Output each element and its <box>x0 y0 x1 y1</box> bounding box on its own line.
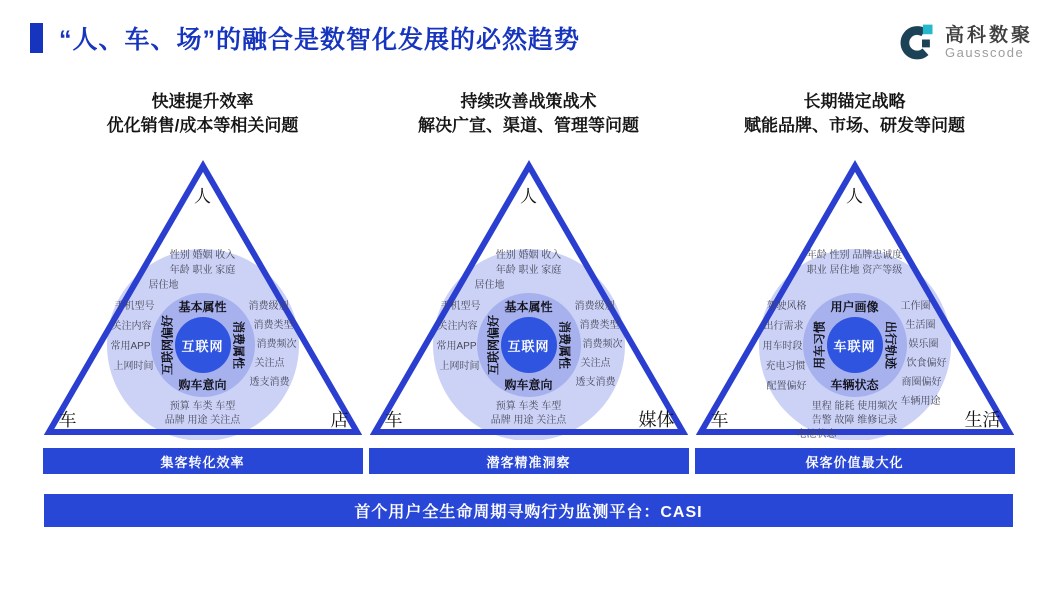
label-item: 关注点 <box>580 358 611 369</box>
label-item: 告警 故障 维修记录 <box>811 415 898 426</box>
value-bar: 保客价值最大化 <box>695 448 1015 474</box>
page-title: “人、车、场”的融合是数智化发展的必然趋势 <box>59 26 581 54</box>
ring-label-left: 用车习惯 <box>812 320 826 370</box>
triangle-diagram <box>695 160 1015 440</box>
gausscode-logo-icon <box>894 22 936 64</box>
corner-label-left: 车 <box>384 410 403 430</box>
label-item: 年龄 职业 家庭 <box>169 265 236 276</box>
column-header-line1: 持续改善战策战术 <box>460 92 597 111</box>
outer-labels-top <box>43 248 363 293</box>
columns-row <box>0 90 1057 474</box>
label-item: 预算 车类 车型 <box>169 401 236 412</box>
center-circle: 车联网 <box>827 317 883 373</box>
label-item: 手机型号 <box>440 301 481 312</box>
ring-label-bottom: 购车意向 <box>178 378 227 392</box>
center-circle: 互联网 <box>175 317 231 373</box>
label-item: 商圈偏好 <box>901 377 942 388</box>
label-item: 关注内容 <box>111 321 152 332</box>
corner-label-left: 车 <box>710 410 729 430</box>
top-bar <box>0 0 1057 64</box>
label-item: 充电习惯 <box>765 361 806 372</box>
label-item: 消费频次 <box>582 339 623 350</box>
ring-label-right: 消费属性 <box>231 320 245 370</box>
corner-label-left: 车 <box>58 410 77 430</box>
column-header <box>369 90 689 138</box>
label-item: 年龄 性别 品牌忠诚度 <box>806 250 903 261</box>
label-item: 生活圈 <box>905 320 936 331</box>
label-item: 配置偏好 <box>766 381 807 392</box>
label-item: 出行需求 <box>763 321 804 332</box>
ring-label-right: 出行轨迹 <box>883 320 897 370</box>
column-insight <box>369 90 689 474</box>
label-item: 品牌 用途 关注点 <box>164 415 241 426</box>
label-item: 电池状态 <box>796 429 837 440</box>
label-item: 手机型号 <box>114 301 155 312</box>
ring-label-top: 用户画像 <box>830 300 879 314</box>
label-item: 驾驶风格 <box>766 301 807 312</box>
column-conversion <box>43 90 363 474</box>
label-item: 性别 婚姻 收入 <box>169 250 236 261</box>
corner-label-right: 生活 <box>964 410 1001 430</box>
ring-label-bottom: 购车意向 <box>504 378 553 392</box>
ring-label-top: 基本属性 <box>504 300 553 314</box>
outer-labels-bottom <box>695 400 1015 440</box>
label-item: 职业 居住地 资产等级 <box>806 265 903 276</box>
label-item: 工作圈 <box>900 301 931 312</box>
title-accent-bar <box>30 23 43 53</box>
triangle-diagram <box>43 160 363 440</box>
label-item: 居住地 <box>474 280 505 291</box>
column-header-line2: 解决广宣、渠道、管理等问题 <box>418 116 639 135</box>
label-item: 居住地 <box>148 280 179 291</box>
ring-label-bottom: 车辆状态 <box>830 378 879 392</box>
label-item: 消费类型 <box>253 320 294 331</box>
ring-label-left: 互联网偏好 <box>160 314 174 376</box>
logo-name-en: Gausscode <box>944 45 1025 61</box>
ring-label-right: 消费属性 <box>557 320 571 370</box>
label-item: 消费级别 <box>248 301 289 312</box>
ring-label-top: 基本属性 <box>178 300 227 314</box>
label-item: 饮食偏好 <box>906 358 947 369</box>
label-item: 常用APP <box>110 341 151 352</box>
column-retention <box>695 90 1015 474</box>
corner-label-right: 媒体 <box>638 410 675 430</box>
label-item: 关注点 <box>254 358 285 369</box>
gausscode-logo <box>894 22 1033 64</box>
label-item: 用车时段 <box>762 341 803 352</box>
logo-name-zh: 高科数聚 <box>944 24 1033 46</box>
label-item: 里程 能耗 使用频次 <box>811 401 898 412</box>
outer-labels-bottom <box>43 400 363 428</box>
column-header-line2: 优化销售/成本等相关问题 <box>106 116 299 135</box>
title-block <box>30 20 580 56</box>
corner-label-right: 店 <box>330 410 349 430</box>
outer-labels-top <box>695 248 1015 278</box>
label-item: 上网时间 <box>113 361 154 372</box>
value-bar: 潜客精准洞察 <box>369 448 689 474</box>
logo-text <box>945 25 1033 62</box>
bottom-banner: 首个用户全生命周期寻购行为监测平台：CASI <box>44 494 1013 527</box>
label-item: 娱乐圈 <box>908 339 939 350</box>
center-circle: 互联网 <box>501 317 557 373</box>
triangle-diagram <box>369 160 689 440</box>
label-item: 预算 车类 车型 <box>495 401 562 412</box>
ring-label-left: 互联网偏好 <box>486 314 500 376</box>
corner-label-top: 人 <box>520 187 537 206</box>
label-item: 透支消费 <box>249 377 290 388</box>
label-item: 消费级别 <box>574 301 615 312</box>
column-header-line1: 快速提升效率 <box>151 92 254 111</box>
label-item: 消费频次 <box>256 339 297 350</box>
label-item: 性别 婚姻 收入 <box>495 250 562 261</box>
value-bar: 集客转化效率 <box>43 448 363 474</box>
corner-label-top: 人 <box>846 187 863 206</box>
label-item: 品牌 用途 关注点 <box>490 415 567 426</box>
label-item: 车辆用途 <box>900 396 941 407</box>
column-header-line1: 长期锚定战略 <box>803 92 906 111</box>
label-item: 消费类型 <box>579 320 620 331</box>
column-header-line2: 赋能品牌、市场、研发等问题 <box>744 116 965 135</box>
label-item: 上网时间 <box>439 361 480 372</box>
outer-labels-bottom <box>369 400 689 428</box>
column-header <box>695 90 1015 138</box>
label-item: 关注内容 <box>437 321 478 332</box>
label-item: 透支消费 <box>575 377 616 388</box>
column-header <box>43 90 363 138</box>
corner-label-top: 人 <box>194 187 211 206</box>
outer-labels-top <box>369 248 689 293</box>
label-item: 年龄 职业 家庭 <box>495 265 562 276</box>
label-item: 常用APP <box>436 341 477 352</box>
